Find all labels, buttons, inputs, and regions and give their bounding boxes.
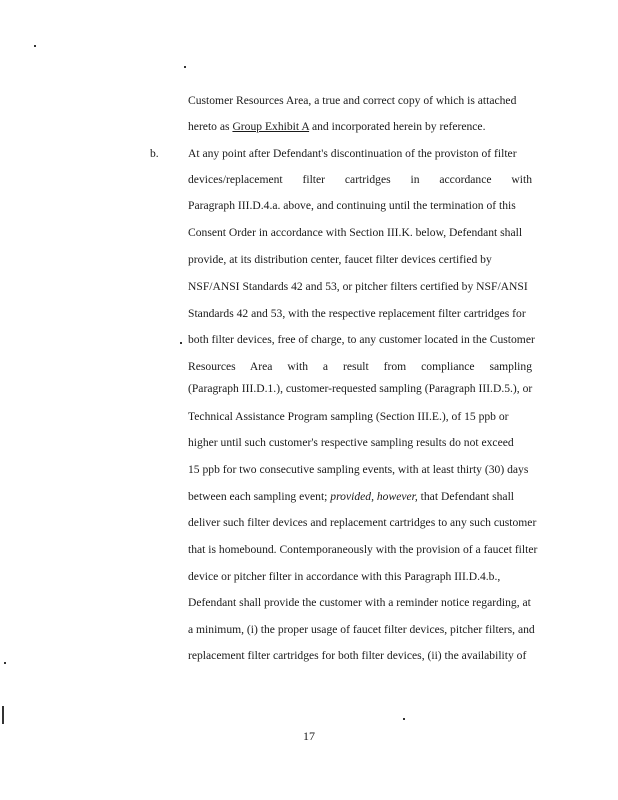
text-run: that Defendant shall xyxy=(417,490,515,503)
body-text-line: NSF/ANSI Standards 42 and 53, or pitcher filters certified by NSF/ANSI xyxy=(188,280,528,293)
page-number: 17 xyxy=(303,729,315,743)
scan-speck xyxy=(184,66,186,68)
body-text-line: both filter devices, free of charge, to any customer located in the Customer xyxy=(188,333,535,346)
body-text-line: Resources Area with a result from compliance sampling xyxy=(188,360,532,373)
body-text-line: higher until such customer's respective sampling results do not exceed xyxy=(188,436,514,449)
text-run: hereto as xyxy=(188,120,233,133)
body-text-line: devices/replacement filter cartridges in accordance with xyxy=(188,173,532,186)
body-text-line xyxy=(188,490,532,504)
body-text-line: 15 ppb for two consecutive sampling events, with at least thirty (30) days xyxy=(188,463,529,476)
body-text-line: Consent Order in accordance with Section III.K. below, Defendant shall xyxy=(188,226,523,239)
text-run: between each sampling event; xyxy=(188,490,331,503)
body-text-line: Customer Resources Area, a true and correct copy of which is attached xyxy=(188,94,517,107)
body-text-line: provide, at its distribution center, faucet filter devices certified by xyxy=(188,253,492,266)
body-text-line: Technical Assistance Program sampling (Section III.E.), of 15 ppb or xyxy=(188,410,509,423)
proviso-italic: provided, however, xyxy=(330,490,418,503)
scan-speck xyxy=(403,718,405,720)
body-text-line: that is homebound. Contemporaneously with the provision of a faucet filter xyxy=(188,543,538,556)
scan-speck xyxy=(2,706,4,724)
body-text-line: deliver such filter devices and replacement cartridges to any such customer xyxy=(188,516,537,529)
scan-speck xyxy=(180,342,182,344)
body-text-line: Standards 42 and 53, with the respective replacement filter cartridges for xyxy=(188,307,526,320)
body-text-line: replacement filter cartridges for both filter devices, (ii) the availability of xyxy=(188,649,527,662)
scan-speck xyxy=(34,45,36,47)
exhibit-reference: Group Exhibit A xyxy=(232,120,310,133)
scan-speck xyxy=(4,662,6,664)
body-text-line: (Paragraph III.D.1.), customer-requested sampling (Paragraph III.D.5.), or xyxy=(188,382,533,395)
body-text-line: At any point after Defendant's discontinuation of the proviston of filter xyxy=(188,147,517,160)
body-text-line: Defendant shall provide the customer with a reminder notice regarding, at xyxy=(188,596,531,609)
paragraph-marker: b. xyxy=(150,147,159,160)
body-text-line: device or pitcher filter in accordance with this Paragraph III.D.4.b., xyxy=(188,570,501,583)
body-text-line: a minimum, (i) the proper usage of faucet filter devices, pitcher filters, and xyxy=(188,623,535,636)
body-text-line: Paragraph III.D.4.a. above, and continuing until the termination of this xyxy=(188,199,516,212)
body-text-line xyxy=(188,120,532,134)
text-run: and incorporated herein by reference. xyxy=(309,120,486,133)
